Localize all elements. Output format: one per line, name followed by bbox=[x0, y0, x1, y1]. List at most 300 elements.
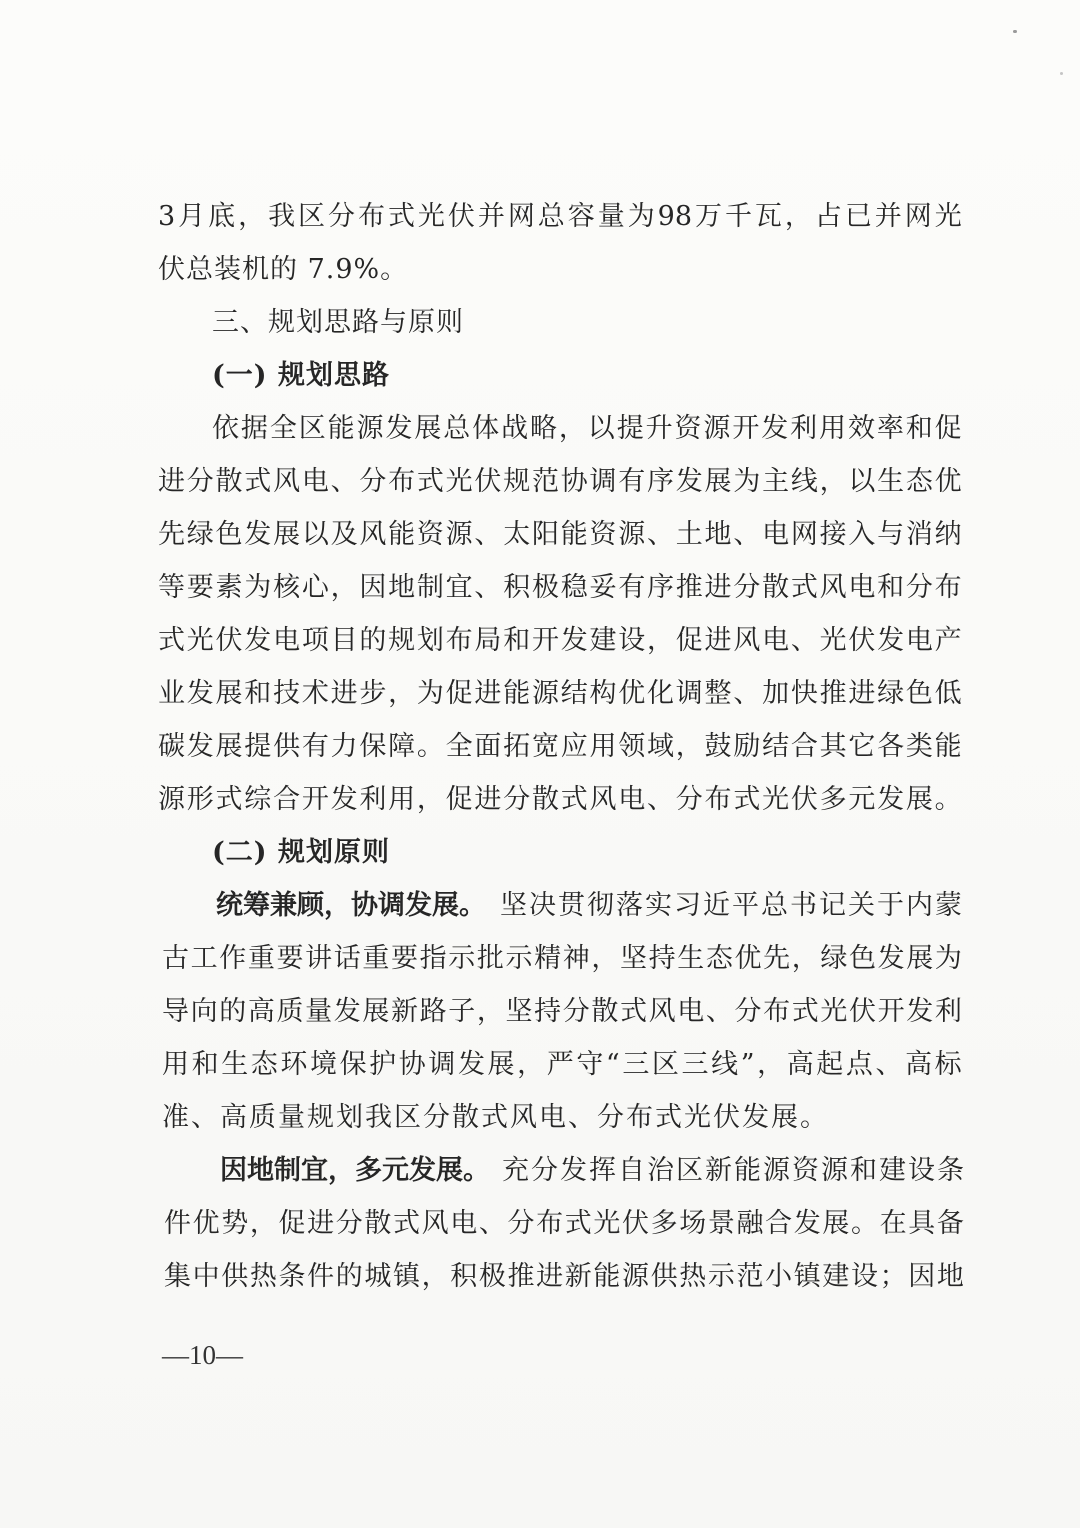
glyph: 分 bbox=[675, 784, 703, 815]
glyph: 太 bbox=[503, 519, 531, 550]
glyph: 序 bbox=[647, 466, 675, 497]
glyph: 展 bbox=[414, 413, 442, 444]
paragraph-lead: 统筹兼顾，协调发展。 bbox=[216, 890, 486, 921]
justified-text bbox=[162, 939, 962, 979]
glyph: 分 bbox=[733, 572, 761, 603]
glyph: 开 bbox=[301, 784, 329, 815]
glyph: 、 bbox=[474, 519, 502, 550]
glyph: 千 bbox=[724, 201, 752, 232]
glyph: 总 bbox=[761, 890, 788, 921]
glyph: 发 bbox=[385, 413, 413, 444]
glyph: 资 bbox=[674, 413, 702, 444]
glyph: 量 bbox=[597, 201, 625, 232]
glyph: 式 bbox=[620, 996, 647, 1027]
glyph: 融 bbox=[736, 1208, 764, 1239]
glyph: 件 bbox=[164, 1208, 191, 1239]
glyph: 三 bbox=[622, 1049, 650, 1080]
glyph: 供 bbox=[221, 1261, 249, 1292]
glyph: ， bbox=[421, 1261, 449, 1292]
glyph: 、 bbox=[705, 996, 733, 1027]
glyph: 热 bbox=[249, 1261, 277, 1292]
glyph: 效 bbox=[847, 413, 875, 444]
glyph: 积 bbox=[503, 572, 531, 603]
glyph: 发 bbox=[186, 731, 214, 762]
glyph: 能 bbox=[503, 678, 531, 709]
glyph: 区 bbox=[298, 201, 326, 232]
glyph: 热 bbox=[679, 1261, 707, 1292]
glyph: 线 bbox=[790, 466, 818, 497]
glyph: 加 bbox=[762, 678, 790, 709]
paragraph-line bbox=[0, 1045, 1080, 1085]
glyph: 进 bbox=[330, 678, 358, 709]
glyph: 分 bbox=[186, 466, 214, 497]
glyph: 守 bbox=[576, 1049, 604, 1080]
glyph: 我 bbox=[268, 201, 296, 232]
glyph: 布 bbox=[445, 625, 473, 656]
glyph: 发 bbox=[877, 943, 905, 974]
glyph: 总 bbox=[537, 201, 565, 232]
glyph: 促 bbox=[934, 413, 962, 444]
glyph: 98 bbox=[657, 201, 693, 232]
glyph: 略 bbox=[529, 413, 557, 444]
glyph: 神 bbox=[562, 943, 590, 974]
glyph: 发 bbox=[877, 625, 905, 656]
paragraph-line bbox=[0, 727, 1080, 767]
glyph: 风 bbox=[733, 625, 761, 656]
glyph: 。 bbox=[851, 1208, 878, 1239]
glyph: 用 bbox=[162, 1049, 189, 1080]
glyph: 宽 bbox=[531, 731, 559, 762]
glyph: 分 bbox=[328, 201, 355, 232]
glyph: 地 bbox=[936, 1261, 964, 1292]
glyph: 升 bbox=[645, 413, 673, 444]
glyph: 3 bbox=[158, 201, 176, 232]
glyph: 分 bbox=[734, 996, 762, 1027]
glyph: 为 bbox=[244, 572, 272, 603]
glyph: ， bbox=[330, 572, 358, 603]
glyph: 新 bbox=[705, 1155, 732, 1186]
glyph: 接 bbox=[819, 519, 847, 550]
glyph: 集 bbox=[164, 1261, 191, 1292]
glyph: 高 bbox=[905, 1049, 933, 1080]
glyph: ； bbox=[879, 1261, 907, 1292]
glyph: 形 bbox=[186, 784, 214, 815]
subsection-heading: (一) 规划思路 bbox=[212, 360, 390, 391]
glyph: 镇 bbox=[793, 1261, 821, 1292]
glyph: 近 bbox=[703, 890, 730, 921]
justified-text bbox=[158, 568, 962, 608]
glyph: 制 bbox=[416, 572, 444, 603]
glyph: 有 bbox=[301, 731, 329, 762]
glyph: 能 bbox=[734, 1155, 761, 1186]
glyph: 电 bbox=[762, 625, 790, 656]
glyph: 利 bbox=[934, 996, 962, 1027]
glyph: 建 bbox=[589, 625, 617, 656]
glyph: 源 bbox=[531, 678, 559, 709]
justified-text bbox=[502, 1151, 964, 1191]
glyph: 式 bbox=[158, 625, 185, 656]
glyph: 开 bbox=[531, 625, 559, 656]
glyph: 协 bbox=[398, 1049, 426, 1080]
glyph: 伏 bbox=[849, 996, 876, 1027]
paragraph-line bbox=[0, 568, 1080, 608]
glyph: 点 bbox=[845, 1049, 873, 1080]
glyph: 网 bbox=[904, 201, 932, 232]
glyph: 并 bbox=[477, 201, 505, 232]
glyph: 关 bbox=[848, 890, 875, 921]
glyph: 供 bbox=[273, 731, 301, 762]
glyph: ， bbox=[591, 943, 619, 974]
glyph: 用 bbox=[388, 784, 416, 815]
glyph: 平 bbox=[732, 890, 759, 921]
glyph: 、 bbox=[478, 1208, 506, 1239]
glyph: ， bbox=[647, 625, 675, 656]
glyph: 子 bbox=[448, 996, 476, 1027]
glyph: 利 bbox=[790, 413, 818, 444]
glyph: 色 bbox=[215, 519, 243, 550]
glyph: 伏 bbox=[215, 625, 243, 656]
glyph: 光 bbox=[762, 784, 790, 815]
glyph: 习 bbox=[674, 890, 701, 921]
glyph: 式 bbox=[564, 1208, 592, 1239]
justified-text bbox=[212, 409, 962, 449]
scan-speck bbox=[1060, 72, 1063, 75]
glyph: 态 bbox=[250, 1049, 278, 1080]
glyph: 生 bbox=[677, 943, 705, 974]
glyph: 持 bbox=[648, 943, 676, 974]
glyph: 分 bbox=[531, 1155, 558, 1186]
glyph: 月 bbox=[178, 201, 206, 232]
glyph: 绿 bbox=[820, 943, 848, 974]
glyph: 势 bbox=[221, 1208, 249, 1239]
glyph: 路 bbox=[419, 996, 447, 1027]
glyph: 因 bbox=[359, 572, 387, 603]
glyph: 序 bbox=[647, 572, 675, 603]
glyph: 式 bbox=[790, 572, 818, 603]
glyph: 发 bbox=[244, 519, 272, 550]
glyph: 条 bbox=[278, 1261, 306, 1292]
glyph: 和 bbox=[244, 678, 272, 709]
glyph: 用 bbox=[589, 731, 617, 762]
glyph: 场 bbox=[679, 1208, 707, 1239]
glyph: 展 bbox=[215, 731, 243, 762]
glyph: 展 bbox=[487, 1049, 515, 1080]
glyph: 推 bbox=[675, 572, 703, 603]
glyph: 稳 bbox=[560, 572, 588, 603]
glyph: 设 bbox=[618, 625, 646, 656]
glyph: ， bbox=[517, 1049, 545, 1080]
paragraph-line: 准、高质量规划我区分散式风电、分布式光伏发展。 bbox=[162, 1102, 829, 1133]
glyph: 坚 bbox=[500, 890, 527, 921]
glyph: 色 bbox=[849, 943, 876, 974]
glyph: 电 bbox=[301, 466, 329, 497]
glyph: 高 bbox=[247, 996, 275, 1027]
glyph: 地 bbox=[704, 519, 732, 550]
glyph: 结 bbox=[762, 731, 790, 762]
glyph: 布 bbox=[934, 572, 962, 603]
glyph: 电 bbox=[905, 625, 933, 656]
glyph: 风 bbox=[273, 466, 301, 497]
glyph: 鼓 bbox=[704, 731, 732, 762]
glyph: 励 bbox=[733, 731, 761, 762]
glyph: 阳 bbox=[531, 519, 559, 550]
glyph: 心 bbox=[301, 572, 329, 603]
glyph: 调 bbox=[675, 678, 703, 709]
glyph: 力 bbox=[330, 731, 358, 762]
glyph: 合 bbox=[790, 731, 818, 762]
glyph: 为 bbox=[934, 943, 962, 974]
glyph: 分 bbox=[359, 466, 387, 497]
glyph: 伏 bbox=[790, 784, 818, 815]
justified-text bbox=[500, 886, 962, 926]
glyph: 、 bbox=[647, 519, 675, 550]
glyph: 持 bbox=[534, 996, 562, 1027]
glyph: 电 bbox=[762, 519, 790, 550]
justified-text bbox=[158, 515, 962, 555]
glyph: 散 bbox=[762, 572, 790, 603]
glyph: 设 bbox=[908, 1155, 935, 1186]
glyph: 化 bbox=[647, 678, 675, 709]
glyph: 和 bbox=[503, 625, 531, 656]
paragraph-line bbox=[0, 780, 1080, 820]
glyph: 资 bbox=[792, 1155, 819, 1186]
glyph: 促 bbox=[278, 1208, 306, 1239]
glyph: 坚 bbox=[505, 996, 533, 1027]
glyph: 电 bbox=[273, 625, 301, 656]
glyph: 入 bbox=[848, 519, 876, 550]
glyph: 中 bbox=[192, 1261, 220, 1292]
section-heading: 三、规划思路与原则 bbox=[212, 307, 464, 338]
glyph: 以 bbox=[587, 413, 615, 444]
glyph: 展 bbox=[362, 996, 390, 1027]
glyph: 元 bbox=[848, 784, 876, 815]
justified-text bbox=[158, 621, 962, 661]
glyph: 治 bbox=[647, 1155, 674, 1186]
glyph: 宜 bbox=[445, 572, 473, 603]
paragraph-line bbox=[0, 992, 1080, 1032]
paragraph-line bbox=[0, 674, 1080, 714]
glyph: 。 bbox=[934, 784, 962, 815]
glyph: 发 bbox=[793, 1208, 821, 1239]
glyph: 网 bbox=[790, 519, 818, 550]
glyph: ， bbox=[791, 943, 819, 974]
glyph: 散 bbox=[215, 466, 243, 497]
glyph: 源 bbox=[158, 784, 185, 815]
glyph: 电 bbox=[677, 996, 705, 1027]
glyph: 调 bbox=[428, 1049, 456, 1080]
glyph: 各 bbox=[877, 731, 905, 762]
glyph: 纳 bbox=[934, 519, 962, 550]
glyph: 有 bbox=[618, 466, 646, 497]
glyph: 并 bbox=[874, 201, 902, 232]
glyph: 促 bbox=[445, 678, 473, 709]
glyph: 拓 bbox=[503, 731, 531, 762]
glyph: 范 bbox=[736, 1261, 764, 1292]
glyph: 光 bbox=[445, 466, 473, 497]
glyph: 落 bbox=[616, 890, 643, 921]
glyph: 能 bbox=[934, 731, 962, 762]
glyph: 备 bbox=[936, 1208, 964, 1239]
glyph: 因 bbox=[908, 1261, 936, 1292]
glyph: 据 bbox=[240, 413, 268, 444]
glyph: 分 bbox=[507, 1208, 535, 1239]
glyph: 充 bbox=[502, 1155, 529, 1186]
justified-text bbox=[158, 197, 962, 237]
glyph: 在 bbox=[879, 1208, 907, 1239]
glyph: 结 bbox=[560, 678, 588, 709]
glyph: 容 bbox=[567, 201, 595, 232]
glyph: 极 bbox=[478, 1261, 506, 1292]
glyph: 保 bbox=[339, 1049, 367, 1080]
page-number: —10— bbox=[162, 1340, 243, 1370]
glyph: 光 bbox=[417, 201, 445, 232]
glyph: 依 bbox=[212, 413, 239, 444]
glyph: 展 bbox=[273, 519, 301, 550]
glyph: 进 bbox=[474, 678, 502, 709]
glyph: 和 bbox=[191, 1049, 219, 1080]
glyph: 批 bbox=[476, 943, 504, 974]
glyph: 优 bbox=[618, 678, 646, 709]
glyph: 布 bbox=[536, 1208, 564, 1239]
glyph: 多 bbox=[819, 784, 847, 815]
paragraph-lead: 因地制宜，多元发展。 bbox=[220, 1155, 490, 1186]
glyph: 展 bbox=[822, 1208, 850, 1239]
glyph: ” bbox=[740, 1049, 755, 1080]
glyph: ， bbox=[558, 413, 586, 444]
glyph: 光 bbox=[593, 1208, 621, 1239]
glyph: 发 bbox=[333, 996, 361, 1027]
glyph: 战 bbox=[501, 413, 529, 444]
glyph: 瓦 bbox=[754, 201, 782, 232]
glyph: 展 bbox=[704, 466, 732, 497]
glyph: ， bbox=[249, 1208, 277, 1239]
glyph: 妥 bbox=[589, 572, 617, 603]
glyph: 分 bbox=[562, 996, 590, 1027]
glyph: 生 bbox=[221, 1049, 249, 1080]
glyph: 优 bbox=[734, 943, 762, 974]
justified-text bbox=[158, 727, 962, 767]
glyph: 开 bbox=[732, 413, 760, 444]
glyph: 质 bbox=[276, 996, 304, 1027]
glyph: 线 bbox=[711, 1049, 739, 1080]
glyph: 精 bbox=[534, 943, 562, 974]
justified-text bbox=[158, 674, 962, 714]
glyph: 彻 bbox=[587, 890, 614, 921]
glyph: 内 bbox=[906, 890, 933, 921]
glyph: 核 bbox=[273, 572, 301, 603]
glyph: 术 bbox=[301, 678, 329, 709]
glyph: 为 bbox=[733, 466, 761, 497]
glyph: 新 bbox=[391, 996, 418, 1027]
glyph: 起 bbox=[816, 1049, 844, 1080]
glyph: 要 bbox=[186, 572, 214, 603]
glyph: 碳 bbox=[158, 731, 185, 762]
glyph: 于 bbox=[877, 890, 904, 921]
glyph: 布 bbox=[388, 466, 416, 497]
justified-text bbox=[162, 992, 962, 1032]
glyph: 态 bbox=[705, 943, 733, 974]
glyph: 环 bbox=[280, 1049, 308, 1080]
glyph: 伏 bbox=[474, 466, 502, 497]
glyph: 态 bbox=[905, 466, 933, 497]
glyph: 蒙 bbox=[935, 890, 962, 921]
glyph: 、 bbox=[733, 519, 761, 550]
glyph: 障 bbox=[388, 731, 416, 762]
glyph: 色 bbox=[905, 678, 933, 709]
glyph: 体 bbox=[472, 413, 500, 444]
glyph: 范 bbox=[531, 466, 559, 497]
glyph: 示 bbox=[505, 943, 533, 974]
glyph: 极 bbox=[531, 572, 559, 603]
glyph: ， bbox=[238, 201, 266, 232]
paragraph-line bbox=[0, 886, 1080, 926]
glyph: 促 bbox=[675, 625, 703, 656]
glyph: 、 bbox=[733, 678, 761, 709]
glyph: 积 bbox=[450, 1261, 478, 1292]
glyph: 贯 bbox=[558, 890, 585, 921]
glyph: 作 bbox=[219, 943, 247, 974]
glyph: 城 bbox=[364, 1261, 392, 1292]
glyph: 资 bbox=[416, 519, 444, 550]
glyph: 指 bbox=[419, 943, 447, 974]
glyph: 式 bbox=[791, 996, 819, 1027]
glyph: 规 bbox=[388, 625, 416, 656]
glyph: 快 bbox=[790, 678, 818, 709]
glyph: “ bbox=[605, 1049, 620, 1080]
glyph: ， bbox=[819, 466, 847, 497]
glyph: 光 bbox=[186, 625, 214, 656]
glyph: 散 bbox=[364, 1208, 392, 1239]
glyph: 源 bbox=[356, 413, 384, 444]
glyph: 主 bbox=[762, 466, 790, 497]
glyph: 区 bbox=[676, 1155, 703, 1186]
glyph: 式 bbox=[733, 784, 761, 815]
paragraph-line bbox=[0, 1151, 1080, 1191]
glyph: 利 bbox=[359, 784, 387, 815]
glyph: 古 bbox=[162, 943, 189, 974]
paragraph-line bbox=[0, 1257, 1080, 1297]
glyph: 促 bbox=[445, 784, 473, 815]
glyph: 布 bbox=[357, 201, 385, 232]
glyph: 要 bbox=[391, 943, 418, 974]
glyph: 万 bbox=[694, 201, 722, 232]
glyph: 的 bbox=[335, 1261, 363, 1292]
glyph: 与 bbox=[877, 519, 905, 550]
glyph: 地 bbox=[388, 572, 416, 603]
glyph: 进 bbox=[158, 466, 185, 497]
glyph: 条 bbox=[937, 1155, 964, 1186]
glyph: 优 bbox=[934, 466, 962, 497]
glyph: 伏 bbox=[848, 625, 876, 656]
glyph: 开 bbox=[877, 996, 905, 1027]
glyph: 镇 bbox=[393, 1261, 420, 1292]
glyph: 的 bbox=[219, 996, 247, 1027]
glyph: 三 bbox=[681, 1049, 709, 1080]
glyph: 进 bbox=[307, 1208, 335, 1239]
glyph: 供 bbox=[650, 1261, 678, 1292]
paragraph-line bbox=[0, 939, 1080, 979]
glyph: 发 bbox=[560, 625, 588, 656]
glyph: 和 bbox=[905, 413, 933, 444]
glyph: 光 bbox=[934, 201, 962, 232]
glyph: 素 bbox=[215, 572, 243, 603]
glyph: 设 bbox=[851, 1261, 878, 1292]
glyph: 、 bbox=[474, 572, 502, 603]
glyph: 目 bbox=[330, 625, 358, 656]
glyph: 新 bbox=[564, 1261, 592, 1292]
glyph: 源 bbox=[763, 1155, 790, 1186]
glyph: 决 bbox=[529, 890, 556, 921]
